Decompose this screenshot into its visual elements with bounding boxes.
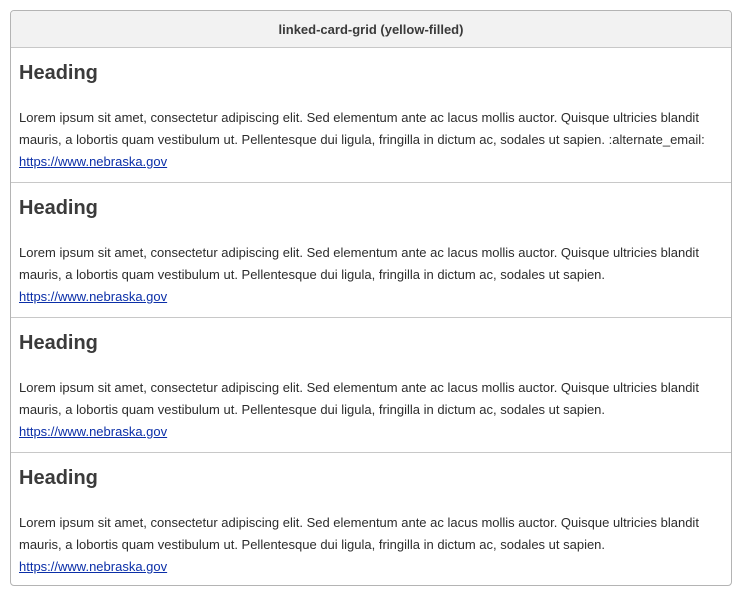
card-link[interactable]: https://www.nebraska.gov xyxy=(19,289,168,304)
card-body: Lorem ipsum sit amet, consectetur adipiscing elit. Sed elementum ante ac lacus mollis auctor. Quisque ultricies blandit mauris, a lobortis quam vestibulum ut. Pellentesque dui ligula, fringilla in dictum ac, sodales ut sapien. xyxy=(19,245,699,282)
card-link[interactable]: https://www.nebraska.gov xyxy=(19,424,168,439)
card-body: Lorem ipsum sit amet, consectetur adipiscing elit. Sed elementum ante ac lacus mollis auctor. Quisque ultricies blandit mauris, a lobortis quam vestibulum ut. Pellentesque dui ligula, fringilla in dictum ac, sodales ut sapien. xyxy=(19,515,699,552)
card xyxy=(11,48,731,183)
card-body: Lorem ipsum sit amet, consectetur adipiscing elit. Sed elementum ante ac lacus mollis auctor. Quisque ultricies blandit mauris, a lobortis quam vestibulum ut. Pellentesque dui ligula, fringilla in dictum ac, sodales ut sapien. :alternate_email: xyxy=(19,110,705,147)
card-link[interactable]: https://www.nebraska.gov xyxy=(19,154,168,169)
card-heading: Heading xyxy=(19,332,98,354)
panel-title: linked-card-grid (yellow-filled) xyxy=(11,11,731,48)
card-heading: Heading xyxy=(19,197,98,219)
card xyxy=(11,318,731,453)
linked-card-grid-panel xyxy=(10,10,732,586)
card-heading: Heading xyxy=(19,467,98,489)
card-link[interactable]: https://www.nebraska.gov xyxy=(19,559,168,574)
card xyxy=(11,453,731,586)
card xyxy=(11,183,731,318)
card-heading: Heading xyxy=(19,62,98,84)
card-body: Lorem ipsum sit amet, consectetur adipiscing elit. Sed elementum ante ac lacus mollis auctor. Quisque ultricies blandit mauris, a lobortis quam vestibulum ut. Pellentesque dui ligula, fringilla in dictum ac, sodales ut sapien. xyxy=(19,380,699,417)
